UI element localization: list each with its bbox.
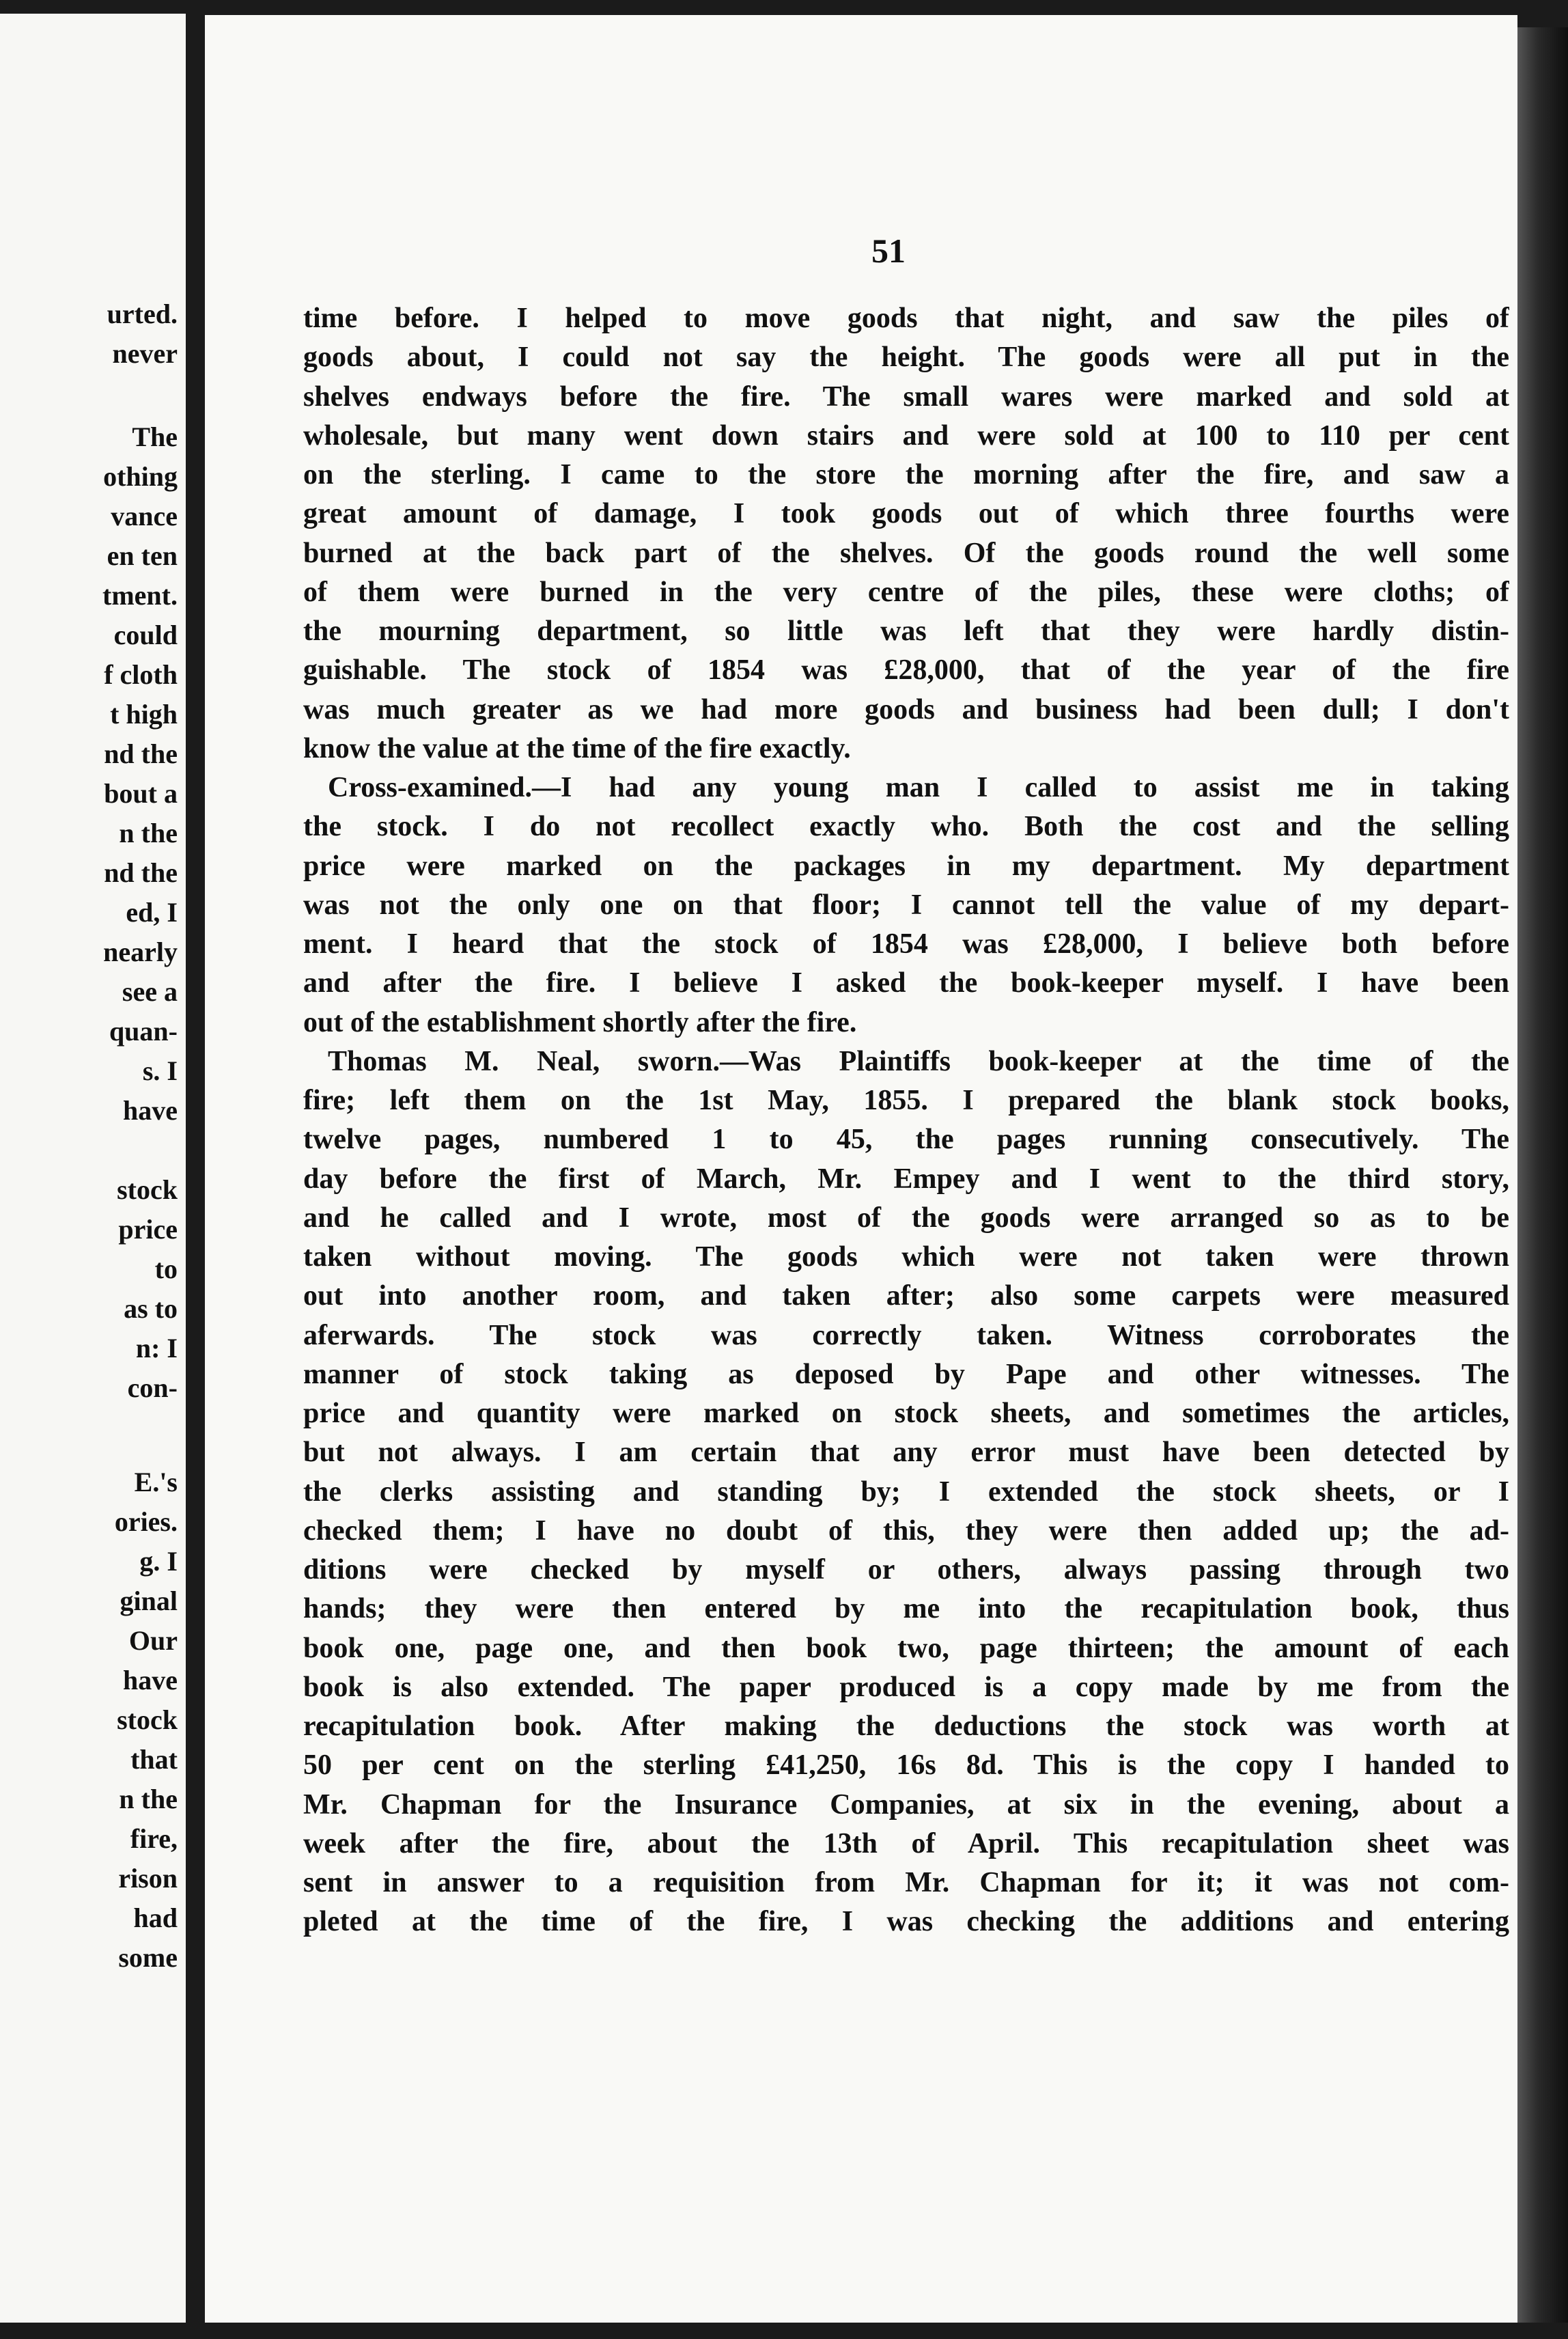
left-fragment: quan- [109, 1016, 178, 1047]
text-line: ment. I heard that the stock of 1854 was £28,000, I believe both before [303, 928, 1509, 960]
text-line: 50 per cent on the sterling £41,250, 16s 8d. This is the copy I handed to [303, 1749, 1509, 1782]
left-fragment: en ten [107, 540, 178, 571]
body-text [303, 299, 1509, 1942]
left-fragment: Our [128, 1625, 178, 1656]
left-page-fragment [0, 14, 186, 2323]
text-line: time before. I helped to move goods that night, and saw the piles of [303, 303, 1509, 334]
text-line: fire; left them on the 1st May, 1855. I prepared the blank stock books, [303, 1085, 1509, 1116]
page-number: 51 [871, 232, 906, 270]
text-line: Cross-examined.—I had any young man I called to assist me in taking [328, 772, 1509, 803]
text-line: of them were burned in the very centre of the piles, these were cloths; of [303, 576, 1509, 608]
text-line: the clerks assisting and standing by; I extended the stock sheets, or I [303, 1476, 1509, 1508]
left-fragment: urted. [107, 299, 178, 329]
text-line: manner of stock taking as deposed by Pape and other witnesses. The [303, 1358, 1509, 1390]
text-line: day before the first of March, Mr. Empey and I went to the third story, [303, 1163, 1509, 1195]
left-fragment: see a [122, 976, 178, 1007]
left-fragment: could [113, 620, 178, 650]
left-fragment: that [130, 1744, 178, 1775]
text-line: Thomas M. Neal, sworn.—Was Plaintiffs book-keeper at the time of the [328, 1045, 1509, 1077]
left-fragment: s. I [142, 1055, 178, 1086]
text-line: great amount of damage, I took goods out of which three fourths were [303, 498, 1509, 530]
text-line: was not the only one on that floor; I cannot tell the value of my depart- [303, 889, 1509, 921]
left-fragment: price [118, 1214, 178, 1245]
text-line: aferwards. The stock was correctly taken. Witness corroborates the [303, 1319, 1509, 1351]
text-line: know the value at the time of the fire exactly. [303, 732, 851, 764]
text-line: hands; they were then entered by me into the recapitulation book, thus [303, 1593, 1509, 1625]
left-fragment: bout a [104, 778, 178, 809]
text-line: was much greater as we had more goods and business had been dull; I don't [303, 693, 1509, 725]
left-fragment: The [132, 421, 178, 452]
left-fragment: never [112, 338, 178, 369]
text-line: pleted at the time of the fire, I was checking the additions and entering [303, 1906, 1509, 1938]
left-fragment: E.'s [134, 1467, 178, 1497]
left-fragment: con- [127, 1372, 178, 1403]
text-line: shelves endways before the fire. The small wares were marked and sold at [303, 380, 1509, 413]
text-line: and after the fire. I believe I asked the book-keeper myself. I have been [303, 967, 1509, 999]
text-line: book is also extended. The paper produced is a copy made by me from the [303, 1671, 1509, 1703]
left-fragment: nd the [104, 738, 178, 769]
left-fragment: n the [119, 818, 178, 848]
text-line: price were marked on the packages in my department. My department [303, 850, 1509, 882]
left-fragment: f cloth [104, 659, 178, 690]
left-fragment: ed, I [126, 897, 178, 928]
left-fragment: g. I [139, 1546, 178, 1577]
left-fragment: as to [124, 1293, 178, 1324]
text-line: Mr. Chapman for the Insurance Companies, at six in the evening, about a [303, 1788, 1509, 1821]
left-fragment: have [123, 1665, 178, 1696]
text-line: sent in answer to a requisition from Mr. Chapman for it; it was not com- [303, 1867, 1509, 1898]
left-fragment: othing [103, 461, 178, 492]
left-fragment: ginal [120, 1586, 178, 1616]
left-fragment: to [154, 1254, 178, 1284]
left-fragment: ories. [114, 1506, 178, 1537]
left-fragment: nearly [103, 937, 178, 967]
text-line: the stock. I do not recollect exactly who. Both the cost and the selling [303, 811, 1509, 843]
left-fragment: nd the [104, 857, 178, 888]
text-line: the mourning department, so little was left that they were hardly distin- [303, 615, 1509, 647]
text-line: and he called and I wrote, most of the goods were arranged so as to be [303, 1202, 1509, 1234]
left-fragment: stock [117, 1704, 178, 1735]
left-fragment: had [133, 1902, 178, 1933]
text-line: burned at the back part of the shelves. Of the goods round the well some [303, 537, 1509, 569]
left-fragment: tment. [102, 580, 178, 611]
left-fragment: have [123, 1095, 178, 1126]
right-page [205, 15, 1517, 2323]
text-line: recapitulation book. After making the deductions the stock was worth at [303, 1711, 1509, 1742]
left-fragment: n the [119, 1784, 178, 1814]
text-line: twelve pages, numbered 1 to 45, the pages running consecutively. The [303, 1124, 1509, 1156]
left-fragment: stock [117, 1174, 178, 1205]
text-line: on the sterling. I came to the store the morning after the fire, and saw a [303, 459, 1509, 490]
text-line: wholesale, but many went down stairs and were sold at 100 to 110 per cent [303, 419, 1509, 452]
text-line: week after the fire, about the 13th of April. This recapitulation sheet was [303, 1827, 1509, 1859]
left-fragment: vance [111, 501, 178, 531]
text-line: but not always. I am certain that any error must have been detected by [303, 1437, 1509, 1469]
text-line: out of the establishment shortly after the fire. [303, 1006, 857, 1038]
text-line: book one, page one, and then book two, page thirteen; the amount of each [303, 1632, 1509, 1664]
text-line: guishable. The stock of 1854 was £28,000, that of the year of the fire [303, 654, 1509, 687]
text-line: checked them; I have no doubt of this, they were then added up; the ad- [303, 1514, 1509, 1547]
text-line: ditions were checked by myself or others, always passing through two [303, 1554, 1509, 1586]
text-line: taken without moving. The goods which were not taken were thrown [303, 1241, 1509, 1273]
left-fragment: rison [118, 1863, 178, 1894]
text-line: goods about, I could not say the height. The goods were all put in the [303, 342, 1509, 374]
left-fragment: n: I [135, 1333, 178, 1364]
text-line: out into another room, and taken after; also some carpets were measured [303, 1280, 1509, 1312]
text-line: price and quantity were marked on stock sheets, and sometimes the articles, [303, 1398, 1509, 1429]
left-fragment: fire, [130, 1823, 178, 1854]
book-edge [1517, 27, 1568, 2323]
left-fragment: t high [110, 699, 178, 730]
left-fragment: some [118, 1942, 178, 1973]
